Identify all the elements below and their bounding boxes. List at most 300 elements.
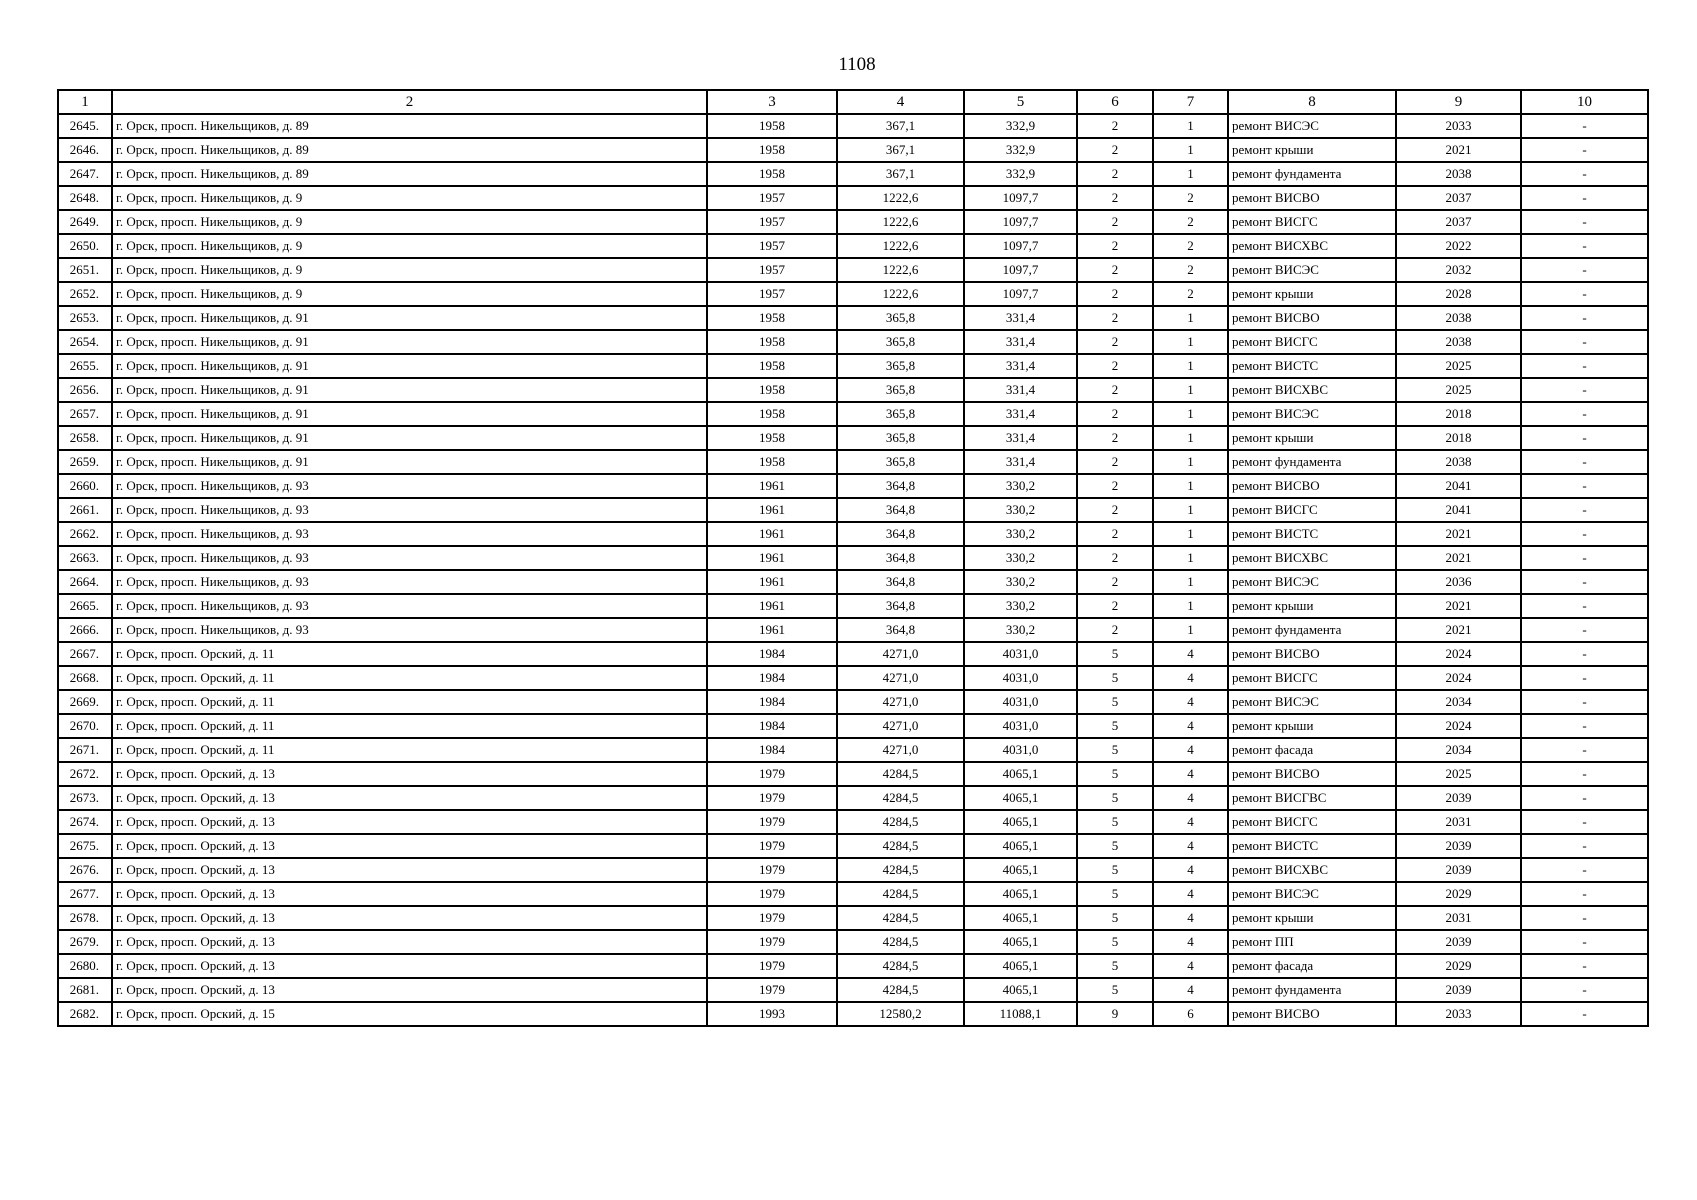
address-cell: г. Орск, просп. Никельщиков, д. 93 bbox=[112, 522, 707, 546]
living-area-cell: 4031,0 bbox=[964, 714, 1077, 738]
table-row bbox=[58, 690, 1648, 714]
work-type-cell: ремонт фундамента bbox=[1228, 450, 1396, 474]
row-number-cell: 2676. bbox=[58, 858, 112, 882]
planned-year-cell: 2038 bbox=[1396, 162, 1521, 186]
address-cell: г. Орск, просп. Никельщиков, д. 9 bbox=[112, 186, 707, 210]
entrances-cell: 1 bbox=[1153, 522, 1228, 546]
note-cell: - bbox=[1521, 906, 1648, 930]
address-cell: г. Орск, просп. Никельщиков, д. 91 bbox=[112, 354, 707, 378]
note-cell: - bbox=[1521, 594, 1648, 618]
row-number-cell: 2682. bbox=[58, 1002, 112, 1026]
year-built-cell: 1979 bbox=[707, 786, 837, 810]
year-built-cell: 1979 bbox=[707, 762, 837, 786]
living-area-cell: 331,4 bbox=[964, 378, 1077, 402]
row-number-cell: 2666. bbox=[58, 618, 112, 642]
table-row bbox=[58, 954, 1648, 978]
row-number-cell: 2653. bbox=[58, 306, 112, 330]
living-area-cell: 4031,0 bbox=[964, 666, 1077, 690]
note-cell: - bbox=[1521, 978, 1648, 1002]
entrances-cell: 1 bbox=[1153, 450, 1228, 474]
floors-cell: 2 bbox=[1077, 570, 1153, 594]
work-type-cell: ремонт ВИСГС bbox=[1228, 810, 1396, 834]
note-cell: - bbox=[1521, 570, 1648, 594]
total-area-cell: 367,1 bbox=[837, 162, 964, 186]
entrances-cell: 2 bbox=[1153, 282, 1228, 306]
year-built-cell: 1958 bbox=[707, 426, 837, 450]
note-cell: - bbox=[1521, 666, 1648, 690]
planned-year-cell: 2038 bbox=[1396, 450, 1521, 474]
planned-year-cell: 2021 bbox=[1396, 546, 1521, 570]
living-area-cell: 4065,1 bbox=[964, 930, 1077, 954]
total-area-cell: 4284,5 bbox=[837, 978, 964, 1002]
year-built-cell: 1961 bbox=[707, 474, 837, 498]
work-type-cell: ремонт фасада bbox=[1228, 738, 1396, 762]
year-built-cell: 1961 bbox=[707, 594, 837, 618]
address-cell: г. Орск, просп. Орский, д. 13 bbox=[112, 930, 707, 954]
planned-year-cell: 2038 bbox=[1396, 306, 1521, 330]
floors-cell: 5 bbox=[1077, 786, 1153, 810]
entrances-cell: 4 bbox=[1153, 690, 1228, 714]
floors-cell: 2 bbox=[1077, 474, 1153, 498]
total-area-cell: 4271,0 bbox=[837, 690, 964, 714]
column-header: 3 bbox=[707, 90, 837, 114]
planned-year-cell: 2021 bbox=[1396, 138, 1521, 162]
year-built-cell: 1979 bbox=[707, 810, 837, 834]
address-cell: г. Орск, просп. Орский, д. 11 bbox=[112, 690, 707, 714]
planned-year-cell: 2032 bbox=[1396, 258, 1521, 282]
table-row bbox=[58, 474, 1648, 498]
table-row bbox=[58, 834, 1648, 858]
total-area-cell: 4284,5 bbox=[837, 858, 964, 882]
row-number-cell: 2672. bbox=[58, 762, 112, 786]
entrances-cell: 4 bbox=[1153, 714, 1228, 738]
address-cell: г. Орск, просп. Никельщиков, д. 9 bbox=[112, 258, 707, 282]
note-cell: - bbox=[1521, 834, 1648, 858]
entrances-cell: 1 bbox=[1153, 426, 1228, 450]
total-area-cell: 4284,5 bbox=[837, 954, 964, 978]
work-type-cell: ремонт ВИСЭС bbox=[1228, 258, 1396, 282]
note-cell: - bbox=[1521, 618, 1648, 642]
table-row bbox=[58, 330, 1648, 354]
work-type-cell: ремонт ВИСГС bbox=[1228, 210, 1396, 234]
address-cell: г. Орск, просп. Орский, д. 13 bbox=[112, 762, 707, 786]
total-area-cell: 367,1 bbox=[837, 114, 964, 138]
work-type-cell: ремонт фундамента bbox=[1228, 162, 1396, 186]
total-area-cell: 4284,5 bbox=[837, 882, 964, 906]
total-area-cell: 365,8 bbox=[837, 402, 964, 426]
row-number-cell: 2650. bbox=[58, 234, 112, 258]
note-cell: - bbox=[1521, 258, 1648, 282]
living-area-cell: 330,2 bbox=[964, 498, 1077, 522]
table-row bbox=[58, 714, 1648, 738]
planned-year-cell: 2022 bbox=[1396, 234, 1521, 258]
table-row bbox=[58, 450, 1648, 474]
floors-cell: 5 bbox=[1077, 762, 1153, 786]
entrances-cell: 2 bbox=[1153, 258, 1228, 282]
work-type-cell: ремонт ВИСЭС bbox=[1228, 882, 1396, 906]
living-area-cell: 4065,1 bbox=[964, 834, 1077, 858]
column-header: 7 bbox=[1153, 90, 1228, 114]
row-number-cell: 2657. bbox=[58, 402, 112, 426]
floors-cell: 2 bbox=[1077, 234, 1153, 258]
entrances-cell: 1 bbox=[1153, 162, 1228, 186]
year-built-cell: 1961 bbox=[707, 618, 837, 642]
floors-cell: 2 bbox=[1077, 402, 1153, 426]
planned-year-cell: 2034 bbox=[1396, 738, 1521, 762]
table-row bbox=[58, 522, 1648, 546]
column-header: 8 bbox=[1228, 90, 1396, 114]
entrances-cell: 4 bbox=[1153, 954, 1228, 978]
note-cell: - bbox=[1521, 954, 1648, 978]
total-area-cell: 1222,6 bbox=[837, 186, 964, 210]
note-cell: - bbox=[1521, 282, 1648, 306]
floors-cell: 2 bbox=[1077, 546, 1153, 570]
work-type-cell: ремонт крыши bbox=[1228, 714, 1396, 738]
row-number-cell: 2646. bbox=[58, 138, 112, 162]
address-cell: г. Орск, просп. Никельщиков, д. 93 bbox=[112, 546, 707, 570]
work-type-cell: ремонт ВИСВО bbox=[1228, 474, 1396, 498]
floors-cell: 2 bbox=[1077, 594, 1153, 618]
row-number-cell: 2656. bbox=[58, 378, 112, 402]
planned-year-cell: 2028 bbox=[1396, 282, 1521, 306]
living-area-cell: 4031,0 bbox=[964, 690, 1077, 714]
living-area-cell: 330,2 bbox=[964, 546, 1077, 570]
total-area-cell: 365,8 bbox=[837, 330, 964, 354]
planned-year-cell: 2033 bbox=[1396, 114, 1521, 138]
table-row bbox=[58, 642, 1648, 666]
note-cell: - bbox=[1521, 186, 1648, 210]
table-row bbox=[58, 546, 1648, 570]
work-type-cell: ремонт фундамента bbox=[1228, 978, 1396, 1002]
row-number-cell: 2648. bbox=[58, 186, 112, 210]
planned-year-cell: 2024 bbox=[1396, 642, 1521, 666]
column-header: 9 bbox=[1396, 90, 1521, 114]
planned-year-cell: 2021 bbox=[1396, 594, 1521, 618]
row-number-cell: 2668. bbox=[58, 666, 112, 690]
work-type-cell: ремонт ВИСВО bbox=[1228, 642, 1396, 666]
column-header: 4 bbox=[837, 90, 964, 114]
column-header: 5 bbox=[964, 90, 1077, 114]
total-area-cell: 1222,6 bbox=[837, 258, 964, 282]
note-cell: - bbox=[1521, 762, 1648, 786]
table-row bbox=[58, 858, 1648, 882]
work-type-cell: ремонт ВИСХВС bbox=[1228, 234, 1396, 258]
total-area-cell: 4271,0 bbox=[837, 666, 964, 690]
living-area-cell: 4065,1 bbox=[964, 882, 1077, 906]
table-row bbox=[58, 666, 1648, 690]
address-cell: г. Орск, просп. Орский, д. 15 bbox=[112, 1002, 707, 1026]
total-area-cell: 364,8 bbox=[837, 570, 964, 594]
planned-year-cell: 2033 bbox=[1396, 1002, 1521, 1026]
total-area-cell: 4284,5 bbox=[837, 786, 964, 810]
entrances-cell: 2 bbox=[1153, 210, 1228, 234]
floors-cell: 5 bbox=[1077, 834, 1153, 858]
total-area-cell: 4284,5 bbox=[837, 762, 964, 786]
work-type-cell: ремонт ПП bbox=[1228, 930, 1396, 954]
note-cell: - bbox=[1521, 306, 1648, 330]
floors-cell: 9 bbox=[1077, 1002, 1153, 1026]
floors-cell: 2 bbox=[1077, 114, 1153, 138]
planned-year-cell: 2018 bbox=[1396, 426, 1521, 450]
entrances-cell: 1 bbox=[1153, 546, 1228, 570]
work-type-cell: ремонт ВИСТС bbox=[1228, 354, 1396, 378]
entrances-cell: 1 bbox=[1153, 570, 1228, 594]
note-cell: - bbox=[1521, 162, 1648, 186]
living-area-cell: 1097,7 bbox=[964, 210, 1077, 234]
entrances-cell: 4 bbox=[1153, 834, 1228, 858]
table-row bbox=[58, 210, 1648, 234]
floors-cell: 2 bbox=[1077, 282, 1153, 306]
total-area-cell: 4284,5 bbox=[837, 810, 964, 834]
year-built-cell: 1979 bbox=[707, 882, 837, 906]
living-area-cell: 330,2 bbox=[964, 522, 1077, 546]
floors-cell: 5 bbox=[1077, 906, 1153, 930]
living-area-cell: 330,2 bbox=[964, 570, 1077, 594]
row-number-cell: 2674. bbox=[58, 810, 112, 834]
planned-year-cell: 2038 bbox=[1396, 330, 1521, 354]
living-area-cell: 1097,7 bbox=[964, 258, 1077, 282]
row-number-cell: 2670. bbox=[58, 714, 112, 738]
total-area-cell: 4284,5 bbox=[837, 906, 964, 930]
table-row bbox=[58, 114, 1648, 138]
living-area-cell: 331,4 bbox=[964, 402, 1077, 426]
table-row bbox=[58, 594, 1648, 618]
address-cell: г. Орск, просп. Никельщиков, д. 93 bbox=[112, 570, 707, 594]
address-cell: г. Орск, просп. Никельщиков, д. 93 bbox=[112, 618, 707, 642]
entrances-cell: 4 bbox=[1153, 762, 1228, 786]
table-row bbox=[58, 930, 1648, 954]
row-number-cell: 2677. bbox=[58, 882, 112, 906]
address-cell: г. Орск, просп. Орский, д. 13 bbox=[112, 906, 707, 930]
table-row bbox=[58, 354, 1648, 378]
total-area-cell: 365,8 bbox=[837, 426, 964, 450]
row-number-cell: 2665. bbox=[58, 594, 112, 618]
entrances-cell: 1 bbox=[1153, 498, 1228, 522]
column-header: 2 bbox=[112, 90, 707, 114]
living-area-cell: 330,2 bbox=[964, 594, 1077, 618]
living-area-cell: 331,4 bbox=[964, 354, 1077, 378]
year-built-cell: 1984 bbox=[707, 666, 837, 690]
planned-year-cell: 2025 bbox=[1396, 378, 1521, 402]
planned-year-cell: 2037 bbox=[1396, 186, 1521, 210]
year-built-cell: 1993 bbox=[707, 1002, 837, 1026]
note-cell: - bbox=[1521, 450, 1648, 474]
year-built-cell: 1957 bbox=[707, 234, 837, 258]
living-area-cell: 4065,1 bbox=[964, 810, 1077, 834]
living-area-cell: 331,4 bbox=[964, 306, 1077, 330]
floors-cell: 5 bbox=[1077, 810, 1153, 834]
work-type-cell: ремонт крыши bbox=[1228, 426, 1396, 450]
note-cell: - bbox=[1521, 738, 1648, 762]
living-area-cell: 331,4 bbox=[964, 330, 1077, 354]
table-row bbox=[58, 1002, 1648, 1026]
note-cell: - bbox=[1521, 882, 1648, 906]
living-area-cell: 330,2 bbox=[964, 618, 1077, 642]
living-area-cell: 4065,1 bbox=[964, 978, 1077, 1002]
address-cell: г. Орск, просп. Орский, д. 11 bbox=[112, 666, 707, 690]
column-header: 10 bbox=[1521, 90, 1648, 114]
address-cell: г. Орск, просп. Орский, д. 11 bbox=[112, 642, 707, 666]
floors-cell: 2 bbox=[1077, 138, 1153, 162]
total-area-cell: 1222,6 bbox=[837, 234, 964, 258]
work-type-cell: ремонт ВИСХВС bbox=[1228, 546, 1396, 570]
living-area-cell: 331,4 bbox=[964, 426, 1077, 450]
total-area-cell: 364,8 bbox=[837, 474, 964, 498]
row-number-cell: 2652. bbox=[58, 282, 112, 306]
address-cell: г. Орск, просп. Никельщиков, д. 91 bbox=[112, 378, 707, 402]
row-number-cell: 2669. bbox=[58, 690, 112, 714]
living-area-cell: 1097,7 bbox=[964, 234, 1077, 258]
total-area-cell: 364,8 bbox=[837, 618, 964, 642]
year-built-cell: 1984 bbox=[707, 642, 837, 666]
note-cell: - bbox=[1521, 402, 1648, 426]
floors-cell: 5 bbox=[1077, 930, 1153, 954]
row-number-cell: 2664. bbox=[58, 570, 112, 594]
table-row bbox=[58, 282, 1648, 306]
entrances-cell: 4 bbox=[1153, 810, 1228, 834]
note-cell: - bbox=[1521, 426, 1648, 450]
work-type-cell: ремонт ВИСВО bbox=[1228, 762, 1396, 786]
table-row bbox=[58, 186, 1648, 210]
floors-cell: 5 bbox=[1077, 666, 1153, 690]
table-row bbox=[58, 738, 1648, 762]
floors-cell: 5 bbox=[1077, 714, 1153, 738]
note-cell: - bbox=[1521, 210, 1648, 234]
address-cell: г. Орск, просп. Орский, д. 13 bbox=[112, 858, 707, 882]
table-row bbox=[58, 234, 1648, 258]
living-area-cell: 1097,7 bbox=[964, 186, 1077, 210]
planned-year-cell: 2041 bbox=[1396, 474, 1521, 498]
table-row bbox=[58, 378, 1648, 402]
note-cell: - bbox=[1521, 498, 1648, 522]
work-type-cell: ремонт ВИСВО bbox=[1228, 306, 1396, 330]
table-row bbox=[58, 570, 1648, 594]
total-area-cell: 365,8 bbox=[837, 378, 964, 402]
floors-cell: 5 bbox=[1077, 858, 1153, 882]
living-area-cell: 4031,0 bbox=[964, 738, 1077, 762]
row-number-cell: 2673. bbox=[58, 786, 112, 810]
table-row bbox=[58, 882, 1648, 906]
total-area-cell: 12580,2 bbox=[837, 1002, 964, 1026]
table-row bbox=[58, 426, 1648, 450]
year-built-cell: 1984 bbox=[707, 690, 837, 714]
address-cell: г. Орск, просп. Никельщиков, д. 93 bbox=[112, 594, 707, 618]
floors-cell: 5 bbox=[1077, 642, 1153, 666]
year-built-cell: 1961 bbox=[707, 546, 837, 570]
living-area-cell: 332,9 bbox=[964, 162, 1077, 186]
entrances-cell: 4 bbox=[1153, 738, 1228, 762]
note-cell: - bbox=[1521, 858, 1648, 882]
note-cell: - bbox=[1521, 714, 1648, 738]
address-cell: г. Орск, просп. Орский, д. 11 bbox=[112, 738, 707, 762]
entrances-cell: 1 bbox=[1153, 474, 1228, 498]
work-type-cell: ремонт ВИСХВС bbox=[1228, 378, 1396, 402]
year-built-cell: 1957 bbox=[707, 186, 837, 210]
table-row bbox=[58, 906, 1648, 930]
living-area-cell: 11088,1 bbox=[964, 1002, 1077, 1026]
floors-cell: 2 bbox=[1077, 162, 1153, 186]
total-area-cell: 364,8 bbox=[837, 594, 964, 618]
row-number-cell: 2681. bbox=[58, 978, 112, 1002]
living-area-cell: 4065,1 bbox=[964, 762, 1077, 786]
floors-cell: 5 bbox=[1077, 978, 1153, 1002]
row-number-cell: 2654. bbox=[58, 330, 112, 354]
entrances-cell: 1 bbox=[1153, 330, 1228, 354]
total-area-cell: 4271,0 bbox=[837, 738, 964, 762]
table-row bbox=[58, 810, 1648, 834]
row-number-cell: 2680. bbox=[58, 954, 112, 978]
work-type-cell: ремонт крыши bbox=[1228, 282, 1396, 306]
living-area-cell: 330,2 bbox=[964, 474, 1077, 498]
address-cell: г. Орск, просп. Никельщиков, д. 91 bbox=[112, 402, 707, 426]
row-number-cell: 2658. bbox=[58, 426, 112, 450]
work-type-cell: ремонт ВИСТС bbox=[1228, 522, 1396, 546]
registry-table bbox=[57, 89, 1649, 1027]
entrances-cell: 1 bbox=[1153, 306, 1228, 330]
note-cell: - bbox=[1521, 138, 1648, 162]
entrances-cell: 4 bbox=[1153, 786, 1228, 810]
note-cell: - bbox=[1521, 786, 1648, 810]
planned-year-cell: 2041 bbox=[1396, 498, 1521, 522]
planned-year-cell: 2025 bbox=[1396, 354, 1521, 378]
header-row bbox=[58, 90, 1648, 114]
total-area-cell: 365,8 bbox=[837, 306, 964, 330]
total-area-cell: 367,1 bbox=[837, 138, 964, 162]
work-type-cell: ремонт фундамента bbox=[1228, 618, 1396, 642]
note-cell: - bbox=[1521, 810, 1648, 834]
work-type-cell: ремонт ВИСВО bbox=[1228, 1002, 1396, 1026]
address-cell: г. Орск, просп. Орский, д. 13 bbox=[112, 810, 707, 834]
living-area-cell: 4065,1 bbox=[964, 858, 1077, 882]
year-built-cell: 1958 bbox=[707, 330, 837, 354]
note-cell: - bbox=[1521, 378, 1648, 402]
address-cell: г. Орск, просп. Никельщиков, д. 91 bbox=[112, 426, 707, 450]
entrances-cell: 2 bbox=[1153, 234, 1228, 258]
living-area-cell: 332,9 bbox=[964, 138, 1077, 162]
row-number-cell: 2675. bbox=[58, 834, 112, 858]
entrances-cell: 6 bbox=[1153, 1002, 1228, 1026]
floors-cell: 2 bbox=[1077, 258, 1153, 282]
planned-year-cell: 2021 bbox=[1396, 522, 1521, 546]
address-cell: г. Орск, просп. Орский, д. 13 bbox=[112, 882, 707, 906]
entrances-cell: 1 bbox=[1153, 594, 1228, 618]
note-cell: - bbox=[1521, 546, 1648, 570]
total-area-cell: 364,8 bbox=[837, 546, 964, 570]
page-number: 1108 bbox=[838, 54, 876, 75]
address-cell: г. Орск, просп. Никельщиков, д. 9 bbox=[112, 282, 707, 306]
work-type-cell: ремонт ВИСГС bbox=[1228, 330, 1396, 354]
address-cell: г. Орск, просп. Орский, д. 13 bbox=[112, 834, 707, 858]
floors-cell: 2 bbox=[1077, 306, 1153, 330]
row-number-cell: 2649. bbox=[58, 210, 112, 234]
total-area-cell: 364,8 bbox=[837, 522, 964, 546]
work-type-cell: ремонт ВИСЭС bbox=[1228, 402, 1396, 426]
table-row bbox=[58, 786, 1648, 810]
table-row bbox=[58, 402, 1648, 426]
address-cell: г. Орск, просп. Орский, д. 11 bbox=[112, 714, 707, 738]
year-built-cell: 1961 bbox=[707, 522, 837, 546]
planned-year-cell: 2031 bbox=[1396, 810, 1521, 834]
row-number-cell: 2645. bbox=[58, 114, 112, 138]
table-row bbox=[58, 498, 1648, 522]
floors-cell: 5 bbox=[1077, 954, 1153, 978]
planned-year-cell: 2029 bbox=[1396, 954, 1521, 978]
floors-cell: 2 bbox=[1077, 354, 1153, 378]
row-number-cell: 2671. bbox=[58, 738, 112, 762]
work-type-cell: ремонт ВИСВО bbox=[1228, 186, 1396, 210]
year-built-cell: 1958 bbox=[707, 450, 837, 474]
total-area-cell: 365,8 bbox=[837, 450, 964, 474]
